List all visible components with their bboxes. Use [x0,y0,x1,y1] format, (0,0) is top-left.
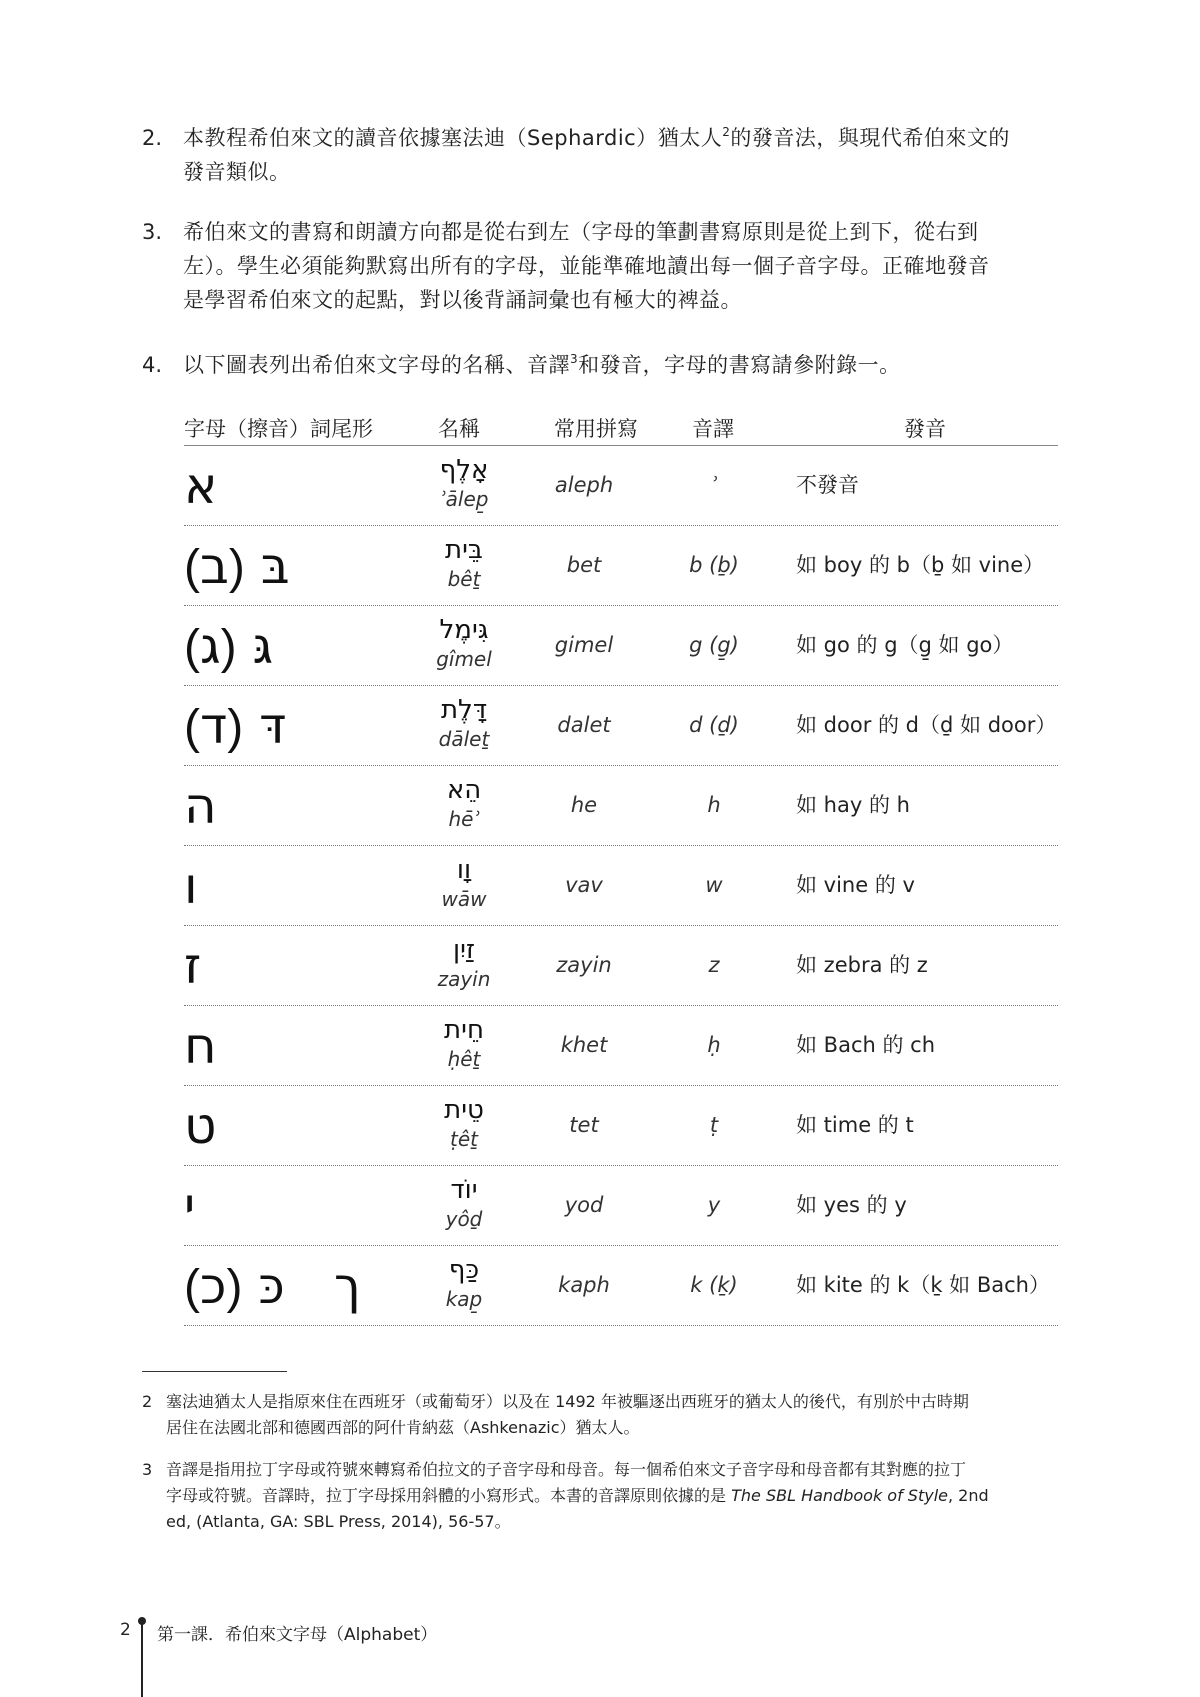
spelling-cell: aleph [554,473,614,497]
letter-name-translit: dāleṯ [438,727,490,751]
page-number: 2 [120,1620,131,1640]
footnote-text: , 2nd [947,1486,989,1505]
list-number: 3. [142,220,163,244]
transliteration-cell: z [708,953,720,977]
table-row [184,1086,1058,1166]
paren: ) [184,541,200,594]
letter-cell [184,454,389,518]
table-row [184,766,1058,846]
fricative-letter: ג [199,617,221,675]
letter-name-translit: kap̱ [445,1287,483,1311]
name-cell [414,534,514,592]
name-cell [414,774,514,832]
letter-name-translit: ḥêṯ [447,1047,481,1071]
letter-name-hebrew: טֵית [444,1095,484,1125]
pronunciation-cell: 如 kite 的 k（ḵ 如 Bach） [796,1273,1050,1297]
table-row [184,526,1058,606]
fricative-letter: ד [199,697,228,755]
letter-name-translit: ṭêṯ [450,1127,478,1151]
paren: ) [184,1261,200,1314]
hebrew-letter: דּ [259,697,287,755]
name-cell [414,854,514,912]
hebrew-letter: בּ [260,537,290,595]
alphabet-table [184,405,1058,1326]
letter-name-translit: hēʾ [448,807,480,831]
pronunciation-cell: 如 Bach 的 ch [796,1033,936,1057]
footnote-ref[interactable]: 3 [570,352,579,366]
name-cell [414,694,514,752]
paragraph-text: 發音類似。 [183,160,291,184]
name-cell [414,1174,514,1232]
header-spelling: 常用拼寫 [554,417,638,441]
transliteration-cell: b (ḇ) [689,553,739,577]
transliteration-cell: h [707,793,721,817]
paragraph-text: 左）。學生必須能夠默寫出所有的字母，並能準確地讀出每一個子音字母。正確地發音 [183,254,990,278]
pronunciation-cell: 如 time 的 t [796,1113,914,1137]
letter-name-hebrew: וָו [456,855,472,885]
hebrew-letter: ז [184,937,202,995]
spelling-cell: dalet [557,713,611,737]
table-header [184,405,1058,446]
name-cell [414,1094,514,1152]
letter-name-hebrew: כַּף [448,1255,480,1285]
paragraph-text: 和發音，字母的書寫請參附錄一。 [578,353,901,377]
letter-cell [184,774,389,838]
spelling-cell: tet [569,1113,599,1137]
paren: ( [228,541,245,594]
fricative-letter: כ [199,1257,227,1315]
letter-cell [184,614,389,678]
table-body [184,446,1058,1326]
hebrew-letter: ה [184,777,217,835]
spelling-cell: yod [564,1193,604,1217]
transliteration-cell: ṭ [709,1113,719,1137]
header-name: 名稱 [438,417,480,441]
spelling-cell: zayin [556,953,612,977]
transliteration-cell: ḥ [707,1033,721,1057]
letter-name-translit: wāw [441,887,487,911]
letter-name-hebrew: בֵּית [445,535,483,565]
pronunciation-cell: 如 vine 的 v [796,873,915,897]
letter-name-hebrew: גִּימֶל [439,615,489,645]
footnote-text: 居住在法國北部和德國西部的阿什肯納茲（Ashkenazic）猶太人。 [166,1418,640,1437]
table-row [184,606,1058,686]
book-title: The SBL Handbook of Style [731,1486,948,1505]
spelling-cell: he [570,793,598,817]
name-cell [414,1014,514,1072]
footnote-number: 2 [142,1392,153,1411]
pronunciation-cell: 如 door 的 d（ḏ 如 door） [796,713,1057,737]
transliteration-cell: d (ḏ) [689,713,739,737]
pronunciation-cell: 如 boy 的 b（ḇ 如 vine） [796,553,1045,577]
pronunciation-cell: 如 yes 的 y [796,1193,907,1217]
table-row [184,846,1058,926]
letter-cell [184,1254,389,1318]
letter-name-translit: gîmel [436,647,492,671]
list-number: 2. [142,126,163,150]
table-row [184,1246,1058,1326]
letter-cell [184,1174,389,1238]
footnote-text: 字母或符號。音譯時，拉丁字母採用斜體的小寫形式。本書的音譯原則依據的是 [166,1486,732,1505]
footer-rule [141,1624,143,1697]
paren: ( [220,621,237,674]
hebrew-letter: ח [184,1017,217,1075]
hebrew-letter: גּ [252,617,274,675]
paragraph-text: 是學習希伯來文的起點，對以後背誦詞彙也有極大的裨益。 [183,288,742,312]
letter-name-translit: bêṯ [447,567,481,591]
table-row [184,1006,1058,1086]
table-row [184,686,1058,766]
letter-name-translit: ʾālep̱ [439,487,489,511]
footnote-text: ed, (Atlanta, GA: SBL Press, 2014), 56-57。 [166,1512,511,1531]
letter-name-hebrew: זַיִן [453,935,475,965]
paragraph-text: 以下圖表列出希伯來文字母的名稱、音譯 [183,353,570,377]
spelling-cell: gimel [554,633,614,657]
paren: ( [226,1261,243,1314]
transliteration-cell: y [707,1193,721,1217]
spelling-cell: khet [560,1033,608,1057]
transliteration-cell: g (g̱) [689,633,739,657]
hebrew-letter: א [184,457,218,515]
letter-name-translit: zayin [437,967,491,991]
letter-name-hebrew: אָלֶף [439,455,489,485]
spelling-cell: bet [566,553,602,577]
hebrew-letter: כּ [258,1257,285,1315]
letter-cell [184,1094,389,1158]
letter-name-hebrew: יוֹד [450,1175,478,1205]
letter-cell [184,1014,389,1078]
letter-cell [184,694,389,758]
letter-name-hebrew: חֵית [444,1015,484,1045]
letter-cell [184,934,389,998]
pronunciation-cell: 如 go 的 g（g̱ 如 go） [796,633,1014,657]
footnote-text: 塞法迪猶太人是指原來住在西班牙（或葡萄牙）以及在 1492 年被驅逐出西班牙的猶太人的後代，有別於中古時期 [166,1392,969,1411]
transliteration-cell: k (ḵ) [690,1273,738,1297]
footnote-text: 音譯是指用拉丁字母或符號來轉寫希伯拉文的子音字母和母音。每一個希伯來文子音字母和母音都有其對應的拉丁 [166,1460,967,1479]
table-row [184,1166,1058,1246]
spelling-cell: vav [565,873,603,897]
header-letter: 字母（擦音）詞尾形 [184,417,373,441]
running-title: 第一課．希伯來文字母（Alphabet） [157,1625,438,1645]
letter-name-translit: yôḏ [445,1207,483,1231]
paragraph-text: 的發音法，與現代希伯來文的 [730,126,1010,150]
table-row [184,446,1058,526]
transliteration-cell: ʾ [710,473,718,497]
name-cell [414,454,514,512]
pronunciation-cell: 如 zebra 的 z [796,953,928,977]
name-cell [414,614,514,672]
transliteration-cell: w [705,873,723,897]
final-form-letter: ך [334,1257,361,1315]
hebrew-letter: ט [184,1097,217,1155]
name-cell [414,934,514,992]
pronunciation-cell: 如 hay 的 h [796,793,910,817]
table-row [184,926,1058,1006]
hebrew-letter: י [184,1177,196,1235]
header-pronunciation: 發音 [904,417,946,441]
list-number: 4. [142,353,163,377]
paren: ) [184,701,200,754]
hebrew-letter: ו [184,857,198,915]
paren: ) [184,621,200,674]
letter-name-hebrew: דָּלֶת [440,695,488,725]
letter-cell [184,534,389,598]
footnote-divider [142,1371,287,1372]
footnote-number: 3 [142,1460,153,1479]
header-transliteration: 音譯 [692,417,734,441]
letter-name-hebrew: הֵא [446,775,482,805]
spelling-cell: kaph [558,1273,610,1297]
name-cell [414,1254,514,1312]
footnote-ref[interactable]: 2 [722,125,731,139]
fricative-letter: ב [199,537,229,595]
paragraph-text: 希伯來文的書寫和朗讀方向都是從右到左（字母的筆劃書寫原則是從上到下，從右到 [183,220,979,244]
paragraph-text: 本教程希伯來文的讀音依據塞法迪（Sephardic）猶太人 [183,126,723,150]
paren: ( [227,701,244,754]
letter-cell [184,854,389,918]
pronunciation-cell: 不發音 [796,473,859,497]
